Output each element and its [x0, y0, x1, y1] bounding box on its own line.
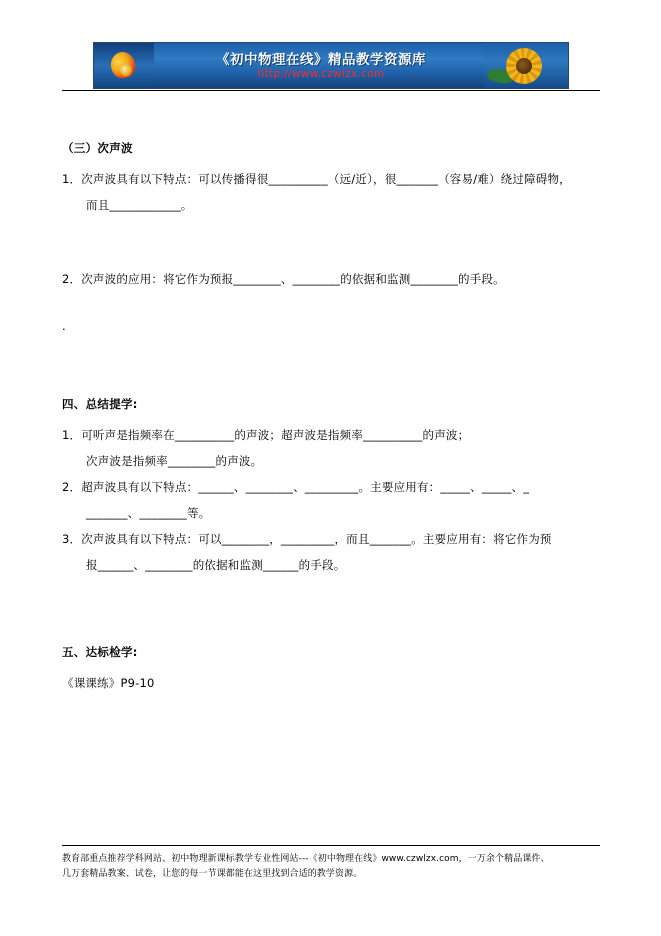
site-banner	[93, 42, 569, 89]
summary-item-1: 1．可听声是指频率在__________的声波；超声波是指频率__________的声波；	[62, 428, 470, 442]
banner-logo-panel	[94, 43, 154, 88]
assessment-reference: 《课课练》P9-10	[62, 676, 155, 690]
infrasound-item-1: 1．次声波具有以下特点：可以传播得很__________（远/近），很_______（容易/难）绕过障碍物，	[62, 172, 571, 186]
summary-item-3: 3．次声波具有以下特点：可以________，_________，而且_______。主要应用有：将它作为预	[62, 532, 552, 546]
section-heading-summary: 四、总结提学:	[62, 397, 138, 411]
header-divider	[62, 90, 600, 91]
footer-divider	[62, 845, 600, 846]
banner-url: http://www.czwlzx.com	[257, 68, 385, 80]
document-body	[62, 140, 602, 698]
flame-logo-icon	[108, 50, 140, 81]
summary-item-1-continued: 次声波是指频率________的声波。	[86, 454, 263, 468]
section-heading-infrasound: （三）次声波	[62, 141, 133, 155]
summary-item-3-continued: 报______、________的依据和监测______的手段。	[86, 558, 346, 572]
summary-item-2: 2．超声波具有以下特点：______、________、_________。主要应用有：_____、_____、_	[62, 480, 530, 494]
infrasound-item-1-continued: 而且____________。	[86, 198, 193, 212]
summary-item-2-continued: _______、________等。	[86, 506, 211, 520]
section-heading-assessment: 五、达标检学:	[62, 645, 138, 659]
sunflower-icon	[484, 43, 568, 88]
banner-title: 《初中物理在线》精品教学资源库	[216, 52, 426, 68]
infrasound-item-2: 2．次声波的应用：将它作为预报________、________的依据和监测________的手段。	[62, 272, 505, 286]
page-footer	[62, 852, 602, 882]
footer-line-1: 教育部重点推荐学科网站、初中物理新课标教学专业性网站---《初中物理在线》www.czwlzx.com，一万余个精品课件、	[62, 854, 550, 864]
stray-dot-mark: .	[62, 319, 66, 333]
footer-line-2: 几万套精品教案、试卷，让您的每一节课都能在这里找到合适的教学资源。	[62, 869, 363, 879]
